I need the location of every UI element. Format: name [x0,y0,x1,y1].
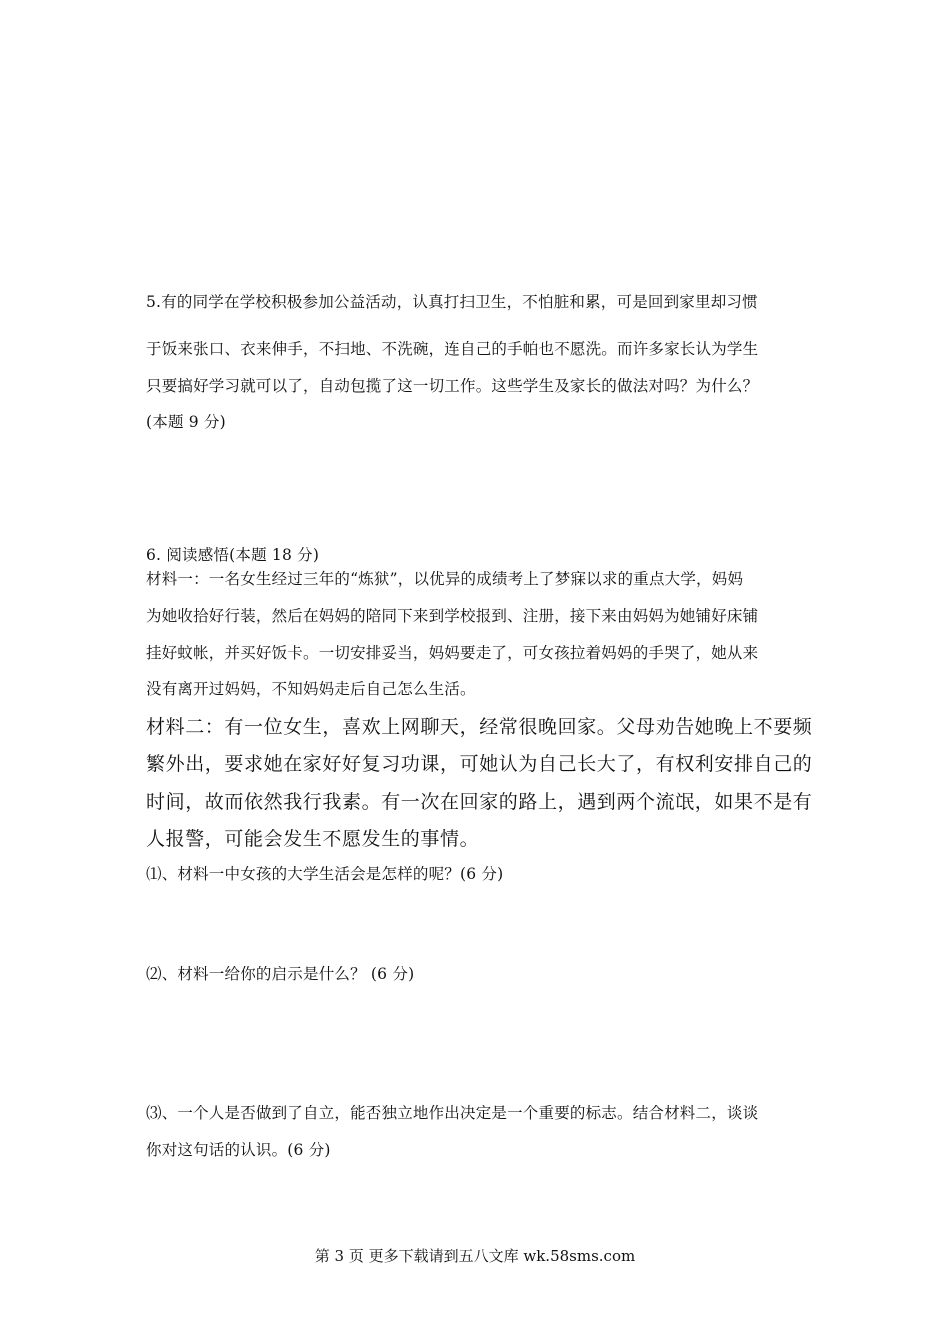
material-1-line-1: 材料一：一名女生经过三年的“炼狱”，以优异的成绩考上了梦寐以求的重点大学，妈妈 [146,570,744,588]
sub-question-3-line-2: 你对这句话的认识。(6 分) [146,1141,331,1159]
q5-line-2: 于饭来张口、衣来伸手，不扫地、不洗碗，连自己的手帕也不愿洗。而许多家长认为学生 [146,340,759,358]
material-1-line-2: 为她收拾好行装，然后在妈妈的陪同下来到学校报到、注册，接下来由妈妈为她铺好床铺 [146,607,759,625]
sub-question-1: ⑴、材料一中女孩的大学生活会是怎样的呢？(6 分) [146,865,504,883]
material-2-line-2: 繁外出，要求她在家好好复习功课，可她认为自己长大了，有权利安排自己的 [146,753,813,775]
sub-question-2: ⑵、材料一给你的启示是什么？ (6 分) [146,965,415,983]
material-2-line-3: 时间，故而依然我行我素。有一次在回家的路上，遇到两个流氓，如果不是有 [146,791,813,813]
q5-line-3: 只要搞好学习就可以了，自动包揽了这一切工作。这些学生及家长的做法对吗？为什么？ [146,377,759,395]
material-2-line-1: 材料二：有一位女生，喜欢上网聊天，经常很晚回家。父母劝告她晚上不要频 [146,716,813,738]
page-footer: 第 3 页 更多下载请到五八文库 wk.58sms.com [314,1247,636,1265]
q6-heading: 6. 阅读感悟(本题 18 分) [146,546,320,564]
q5-line-1: 5.有的同学在学校积极参加公益活动，认真打扫卫生，不怕脏和累，可是回到家里却习惯 [146,293,758,311]
q5-score: (本题 9 分) [146,413,226,431]
sub-question-3-line-1: ⑶、一个人是否做到了自立，能否独立地作出决定是一个重要的标志。结合材料二，谈谈 [146,1104,759,1122]
material-1-line-4: 没有离开过妈妈，不知妈妈走后自己怎么生活。 [146,680,476,698]
material-2-line-4: 人报警，可能会发生不愿发生的事情。 [146,828,480,850]
material-1-line-3: 挂好蚊帐，并买好饭卡。一切安排妥当，妈妈要走了，可女孩拉着妈妈的手哭了，她从来 [146,644,759,662]
